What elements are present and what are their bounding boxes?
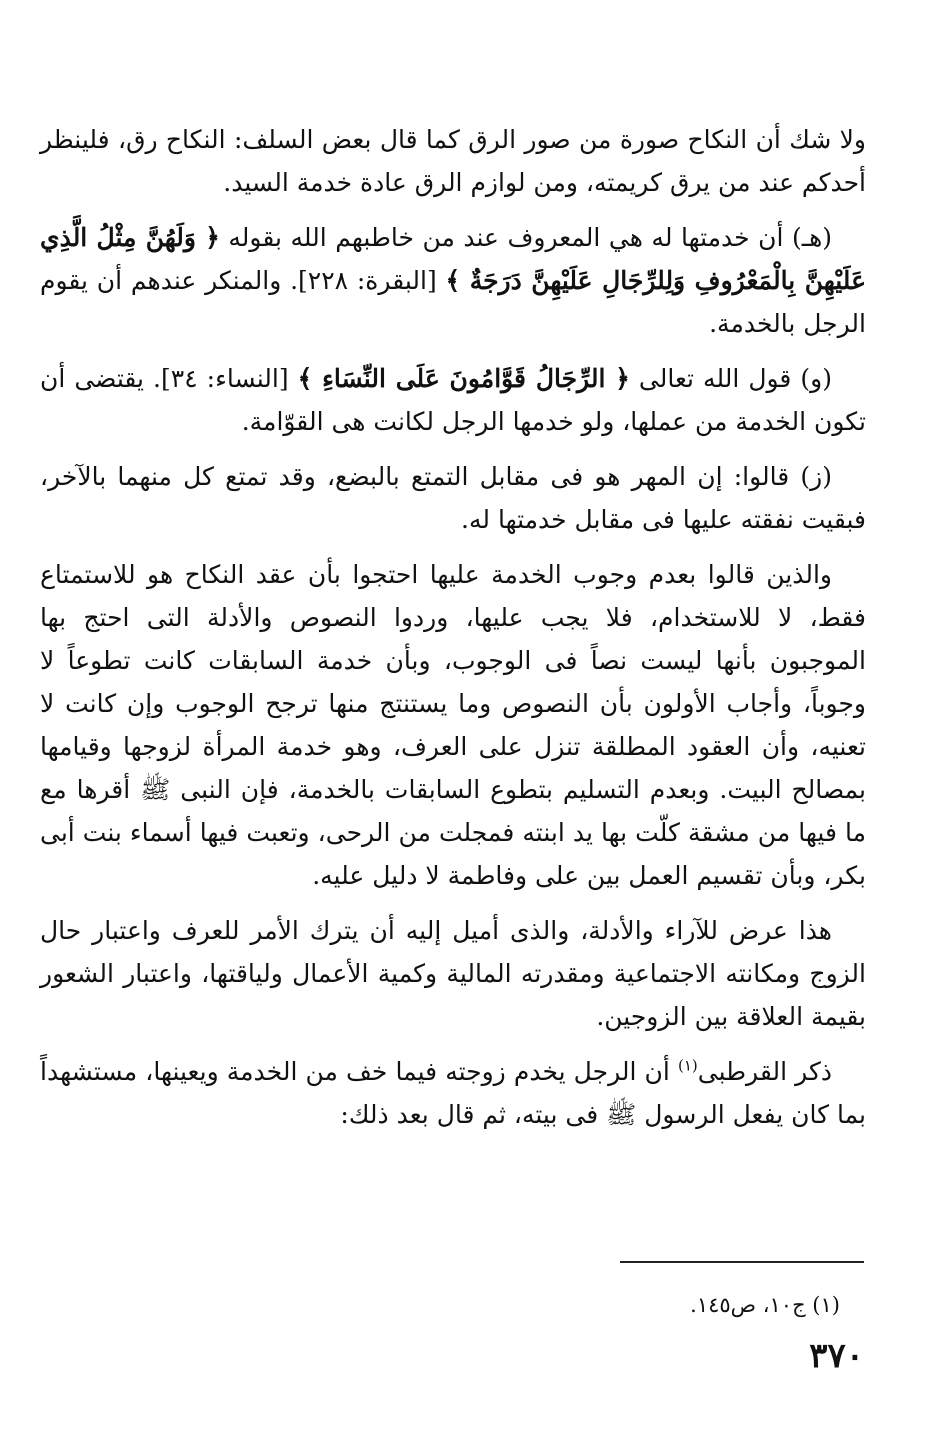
quran-verse-baqara: ﴿ وَلَهُنَّ مِثْلُ الَّذِي عَلَيْهِنَّ بِالْمَعْرُوفِ وَلِلرِّجَالِ عَلَيْهِنَّ دَرَجَةٌ ﴾: [40, 223, 867, 295]
paragraph-7-rest: أن الرجل يخدم زوجته فيما خف من الخدمة ويعينها، مستشهداً بما كان يفعل الرسول ﷺ فى بيته، ثم قال بعد ذلك:: [40, 1057, 866, 1129]
quran-verse-nisa: ﴿ الرِّجَالُ قَوَّامُونَ عَلَى النِّسَاءِ ﴾: [297, 364, 630, 393]
paragraph-5: والذين قالوا بعدم وجوب الخدمة عليها احتجوا بأن عقد النكاح هو للاستمتاع فقط، لا للاستخدام، فلا يجب عليها، وردوا النصوص والأدلة التى احتج بها الموجبون بأنها ليست نصاً فى الوجوب، وبأن خدمة السابقات كانت تطوعاً لا وجوباً، وأجاب الأولون بأن النصوص وما يستنتج منها ترجح الوجوب وإن كانت لا تعنيه، وأن العقود المطلقة تنزل على العرف، وهو خدمة المرأة لزوجها وقيامها بمصالح البيت. وبعدم التسليم بتطوع السابقات بالخدمة، فإن النبى ﷺ أقرها مع ما فيها من مشقة كلّت بها يد ابنته فمجلت من الرحى، وتعبت فيها أسماء بنت أبى بكر، وبأن تقسيم العمل بين على وفاطمة لا دليل عليه.: [40, 560, 866, 890]
paragraph-3-rest: [النساء: ٣٤]. يقتضى أن تكون الخدمة من عملها، ولو خدمها الرجل لكانت هى القوّامة.: [40, 364, 866, 436]
paragraph-2: [40, 216, 866, 345]
paragraph-3-intro: (و) قول الله تعالى: [629, 364, 832, 393]
paragraph-2-rest: [البقرة: ٢٢٨]. والمنكر عندهم أن يقوم الرجل بالخدمة.: [40, 266, 866, 338]
footnote-marker: (١): [677, 1056, 698, 1075]
paragraph-7: [40, 1050, 866, 1136]
paragraph-1: ولا شك أن النكاح صورة من صور الرق كما قال بعض السلف: النكاح رق، فلينظر أحدكم عند من يرق كريمته، ومن لوازم الرق عادة خدمة السيد.: [40, 125, 866, 197]
paragraph-7-intro: ذكر القرطبى: [697, 1057, 832, 1086]
paragraph-3: [40, 357, 866, 443]
paragraph-4: (ز) قالوا: إن المهر هو فى مقابل التمتع بالبضع، وقد تمتع كل منهما بالآخر، فبقيت نفقته عليها فى مقابل خدمتها له.: [40, 462, 866, 534]
page-number: ٣٧٠: [809, 1336, 864, 1376]
page-body: [40, 118, 866, 1148]
footnote: (١) ج١٠، ص١٤٥.: [690, 1293, 840, 1317]
paragraph-2-intro: (هـ) أن خدمتها له هي المعروف عند من خاطبهم الله بقوله: [219, 223, 833, 252]
paragraph-6: هذا عرض للآراء والأدلة، والذى أميل إليه أن يترك الأمر للعرف واعتبار حال الزوج ومكانته الاجتماعية ومقدرته المالية وكمية الأعمال ولياقتها، واعتبار الشعور بقيمة العلاقة بين الزوجين.: [40, 916, 866, 1031]
footnote-divider: [620, 1261, 864, 1263]
